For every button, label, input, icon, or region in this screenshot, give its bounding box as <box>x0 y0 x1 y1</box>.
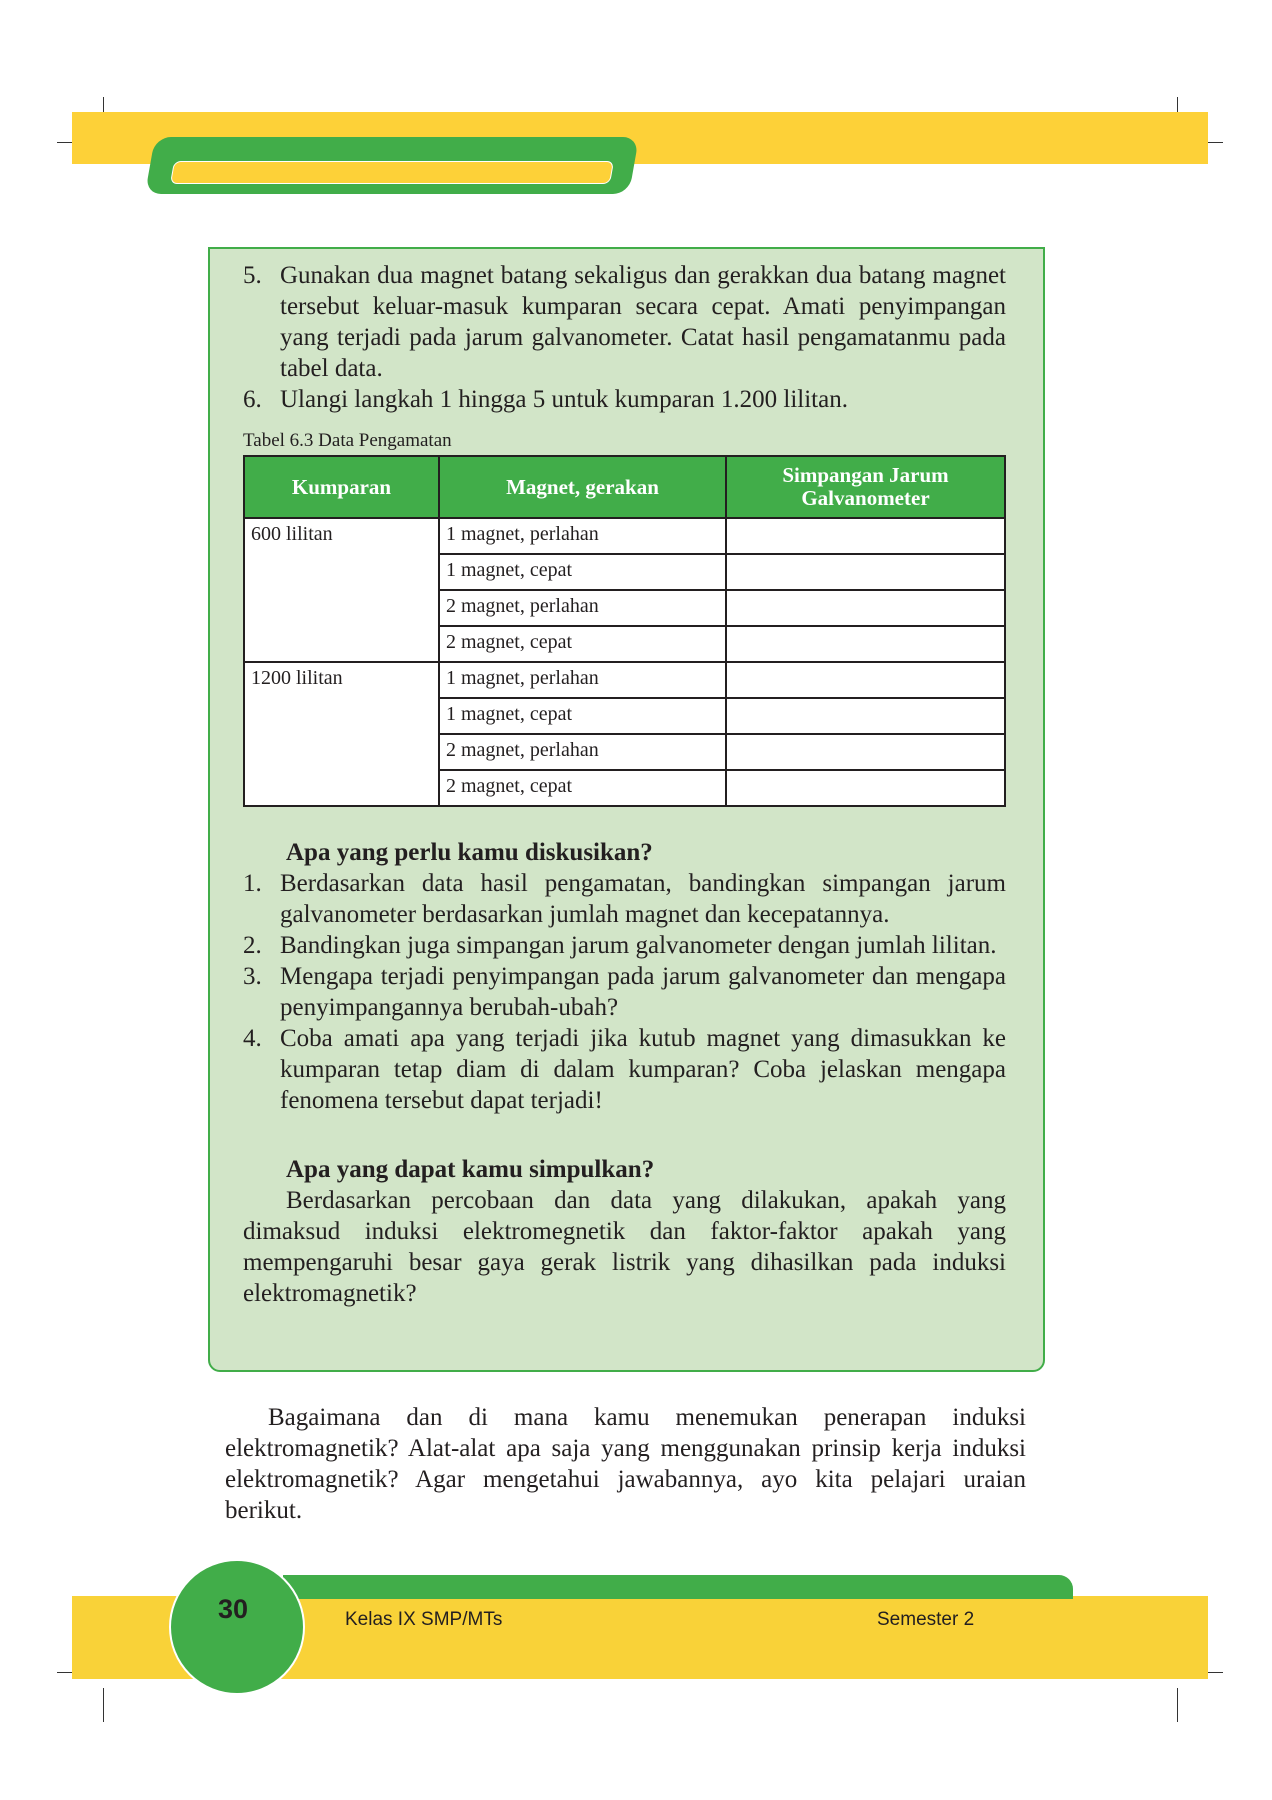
footer-green-bar <box>283 1575 1073 1599</box>
column-header: Simpangan Jarum Galvanometer <box>726 456 1005 518</box>
empty-cell <box>726 734 1005 770</box>
table-cell: 2 magnet, cepat <box>439 770 726 806</box>
steps-list <box>243 260 1006 415</box>
table-cell: 1 magnet, perlahan <box>439 518 726 554</box>
empty-cell <box>726 662 1005 698</box>
crop-mark <box>1177 1688 1178 1722</box>
empty-cell <box>726 626 1005 662</box>
empty-cell <box>726 590 1005 626</box>
kumparan-cell: 1200 lilitan <box>244 662 439 806</box>
conclude-heading: Apa yang dapat kamu simpulkan? <box>286 1156 655 1183</box>
activity-content <box>243 260 1006 1309</box>
table-row <box>244 662 1005 698</box>
empty-cell <box>726 554 1005 590</box>
discuss-list <box>243 868 1006 1116</box>
table-header-row <box>244 456 1005 518</box>
footer-class-label: Kelas IX SMP/MTs <box>345 1609 503 1630</box>
list-item: 5. Gunakan dua magnet batang sekaligus dan gerakkan dua batang magnet tersebut keluar-masuk kumparan secara cepat. Amati penyimpangan yang terjadi pada jarum galvanometer. Catat hasil pengamatanmu pada tabel data. <box>243 262 1006 382</box>
table-cell: 2 magnet, cepat <box>439 626 726 662</box>
table-row <box>244 518 1005 554</box>
table-cell: 1 magnet, cepat <box>439 554 726 590</box>
column-header: Kumparan <box>244 456 439 518</box>
table-cell: 2 magnet, perlahan <box>439 734 726 770</box>
table-cell: 2 magnet, perlahan <box>439 590 726 626</box>
list-item: 3. Mengapa terjadi penyimpangan pada jarum galvanometer dan mengapa penyimpangannya berubah-ubah? <box>243 963 1006 1021</box>
data-table <box>243 455 1006 807</box>
header-pill-inner <box>170 161 614 184</box>
page-number: 30 <box>218 1594 249 1624</box>
crop-mark <box>103 1688 104 1722</box>
body-paragraph: Bagaimana dan di mana kamu menemukan penerapan induksi elektromagnetik? Alat-alat apa saja yang menggunakan prinsip kerja induksi elektromagnetik? Agar mengetahui jawabannya, ayo kita pelajari uraian berikut. <box>225 1404 1026 1524</box>
empty-cell <box>726 698 1005 734</box>
table-caption: Tabel 6.3 Data Pengamatan <box>243 430 452 451</box>
empty-cell <box>726 518 1005 554</box>
kumparan-cell: 600 lilitan <box>244 518 439 662</box>
table-cell: 1 magnet, cepat <box>439 698 726 734</box>
empty-cell <box>726 770 1005 806</box>
list-item: 2. Bandingkan juga simpangan jarum galvanometer dengan jumlah lilitan. <box>243 932 997 959</box>
footer-semester-label: Semester 2 <box>877 1609 975 1630</box>
list-item: 1. Berdasarkan data hasil pengamatan, bandingkan simpangan jarum galvanometer berdasarkan jumlah magnet dan kecepatannya. <box>243 870 1006 928</box>
table-cell: 1 magnet, perlahan <box>439 662 726 698</box>
column-header: Magnet, gerakan <box>439 456 726 518</box>
page-number-circle <box>169 1559 305 1695</box>
discuss-heading: Apa yang perlu kamu diskusikan? <box>286 839 653 866</box>
conclude-text: Berdasarkan percobaan dan data yang dilakukan, apakah yang dimaksud induksi elektromegnetik dan faktor-faktor apakah yang mempengaruhi besar gaya gerak listrik yang dihasilkan pada induksi elektromagnetik? <box>243 1187 1006 1307</box>
list-item: 4. Coba amati apa yang terjadi jika kutub magnet yang dimasukkan ke kumparan tetap diam di dalam kumparan? Coba jelaskan mengapa fenomena tersebut dapat terjadi! <box>243 1025 1006 1114</box>
list-item: 6. Ulangi langkah 1 hingga 5 untuk kumparan 1.200 lilitan. <box>243 386 848 413</box>
